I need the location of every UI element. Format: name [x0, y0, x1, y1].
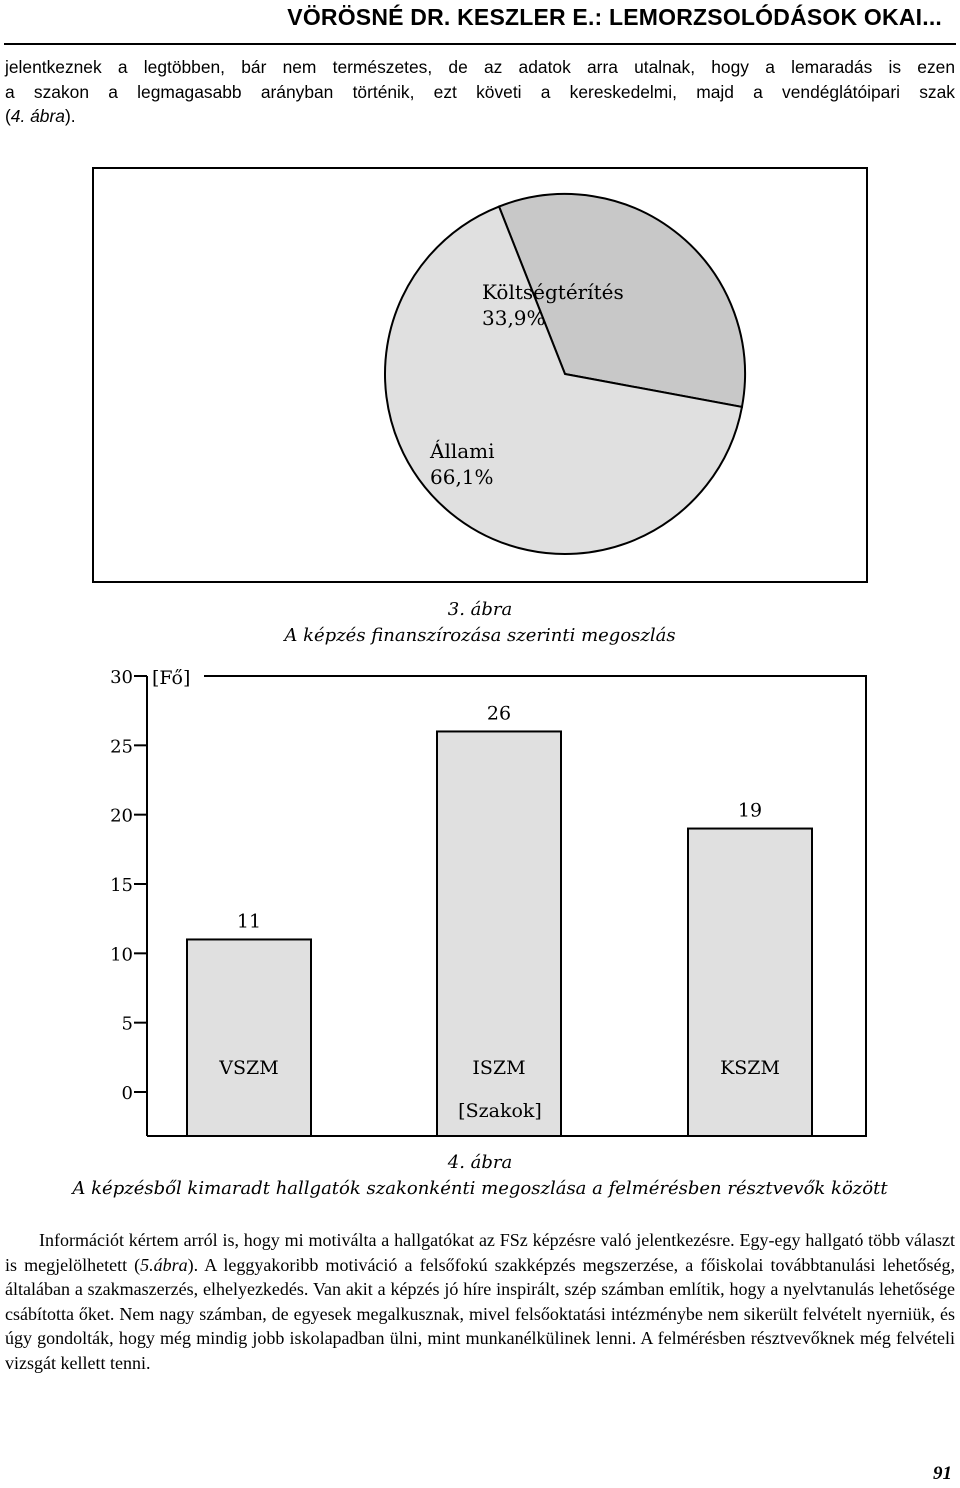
y-tick-label: 20 — [110, 805, 133, 827]
page-number: 91 — [933, 1463, 952, 1484]
bars — [187, 702, 812, 1136]
pie-chart-figure — [92, 167, 868, 583]
body-paragraph — [5, 1228, 955, 1375]
body-text: ). A leggyakoribb motiváció a felsőfokú szakképzés megszerzése, a főiskolai továbbtanulási lehetőség, általában a szakmaszerzés, elhelyezkedés. Van akit a képzés jó híre inspirált, szép számban említik, hogy a nyelvtanulás lehetősége csábította őket. Nem nagy számban, de egyesek megalkusznak, mivel felsőoktatási intézménybe nem sikerült felvételt nyerniük, és úgy gondolták, hogy még mindig jobb iskolapadban ülni, mint munkanélkülinek lenni. A felmérésben résztvevőknek még felvételi vizsgát kellett tenni. — [5, 1254, 955, 1373]
bar-chart-figure — [92, 660, 868, 1138]
intro-paragraph — [5, 55, 955, 129]
category-label: VSZM — [219, 1057, 279, 1079]
slice-label-koltsegterites: Költségtérítés — [482, 280, 624, 304]
y-tick-label: 25 — [110, 736, 133, 758]
pie-chart — [385, 194, 745, 554]
y-axis-label: [Fő] — [152, 667, 191, 689]
slice-value-koltsegterites: 33,9% — [482, 306, 546, 330]
data-label: 26 — [486, 702, 512, 725]
intro-text: ( — [5, 106, 11, 126]
y-tick-label: 15 — [110, 875, 133, 896]
intro-text: ). — [64, 106, 76, 126]
y-tick-label: 5 — [121, 1013, 133, 1035]
data-label: 11 — [236, 910, 262, 933]
running-header: VÖRÖSNÉ DR. KESZLER E.: LEMORZSOLÓDÁSOK OKAI... — [287, 4, 942, 30]
figure-reference: 5.ábra — [140, 1254, 188, 1275]
figure4-caption — [0, 1150, 960, 1202]
figure3-number: 3. ábra — [447, 599, 513, 620]
intro-line: jelentkeznek a legtöbben, bár nem természetes, de az adatok arra utalnak, hogy a lemaradás is ezen — [5, 57, 955, 77]
y-tick-label: 10 — [110, 944, 133, 966]
figure-reference: 4. ábra — [10, 106, 65, 126]
category-label: KSZM — [720, 1057, 780, 1079]
category-label: ISZM — [472, 1057, 526, 1079]
figure4-number: 4. ábra — [447, 1152, 513, 1173]
intro-line: a szakon a legmagasabb arányban történik, ezt követi a kereskedelmi, majd a vendéglátóipari szak — [5, 81, 955, 102]
body-paragraph-text — [5, 1228, 955, 1375]
x-axis-label: [Szakok] — [458, 1100, 542, 1122]
slice-value-allami: 66,1% — [430, 465, 494, 489]
bar-kszm — [688, 829, 812, 1136]
y-tick-label: 0 — [121, 1083, 133, 1104]
body-text: Információt kértem arról is, hogy mi motiválta a hallgatókat az FSz képzésre való jelentkezésre. Egy-egy hallgató több választ is megjelölhetett ( — [5, 1230, 955, 1275]
figure3-caption — [0, 597, 960, 649]
y-tick-label: 30 — [110, 667, 133, 688]
slice-label-allami: Állami — [430, 439, 495, 463]
bar-vszm — [187, 939, 311, 1136]
intro-line — [5, 104, 955, 129]
figure4-title: A képzésből kimaradt hallgatók szakonkénti megoszlása a felmérésben résztvevők között — [72, 1178, 888, 1199]
figure3-title: A képzés finanszírozása szerinti megoszlás — [284, 625, 676, 646]
header-rule — [4, 43, 956, 45]
data-label: 19 — [737, 799, 763, 822]
